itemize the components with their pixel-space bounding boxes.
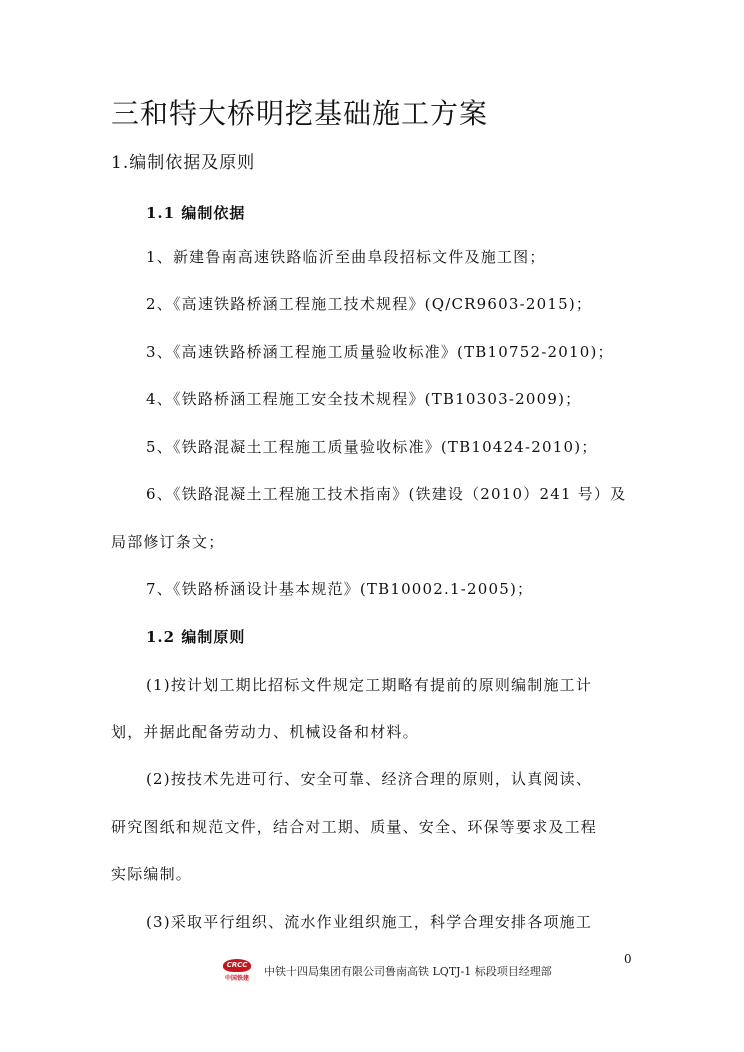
- principle-line: 研究图纸和规范文件，结合对工期、质量、安全、环保等要求及工程: [111, 818, 598, 836]
- basis-item: 7、《铁路桥涵设计基本规范》(TB10002.1-2005)；: [146, 580, 534, 598]
- footer-text: 中铁十四局集团有限公司鲁南高铁 LQTJ-1 标段项目经理部: [264, 965, 552, 978]
- principle-line: 实际编制。: [111, 865, 193, 883]
- basis-item: 3、《高速铁路桥涵工程施工质量验收标准》(TB10752-2010)；: [146, 343, 614, 361]
- principle-line: (3)采取平行组织、流水作业组织施工，科学合理安排各项施工: [146, 913, 593, 931]
- basis-item: 4、《铁路桥涵工程施工安全技术规程》(TB10303-2009)；: [146, 390, 582, 408]
- principle-line: (1)按计划工期比招标文件规定工期略有提前的原则编制施工计: [146, 676, 593, 694]
- basis-item: 6、《铁路混凝土工程施工技术指南》(铁建设（2010）241 号）及: [146, 485, 627, 503]
- subsection-heading: 1.1 编制依据: [146, 204, 246, 222]
- document-title: 三和特大桥明挖基础施工方案: [111, 97, 489, 130]
- principle-line: 划，并据此配备劳动力、机械设备和材料。: [111, 723, 419, 741]
- logo-caption: 中国铁建: [224, 975, 249, 982]
- subsection-heading: 1.2 编制原则: [146, 628, 246, 646]
- principle-line: (2)按技术先进可行、安全可靠、经济合理的原则，认真阅读、: [146, 770, 593, 788]
- page-number: 0: [624, 952, 632, 966]
- basis-item-continued: 局部修订条文；: [111, 533, 225, 551]
- company-logo: [220, 958, 254, 984]
- basis-item: 2、《高速铁路桥涵工程施工技术规程》(Q/CR9603-2015)；: [146, 295, 593, 313]
- page-footer: [220, 956, 552, 986]
- basis-item: 1、新建鲁南高速铁路临沂至曲阜段招标文件及施工图；: [146, 248, 546, 266]
- logo-mark: CRCC: [223, 959, 251, 972]
- section-heading: 1.编制依据及原则: [111, 153, 256, 173]
- basis-item: 5、《铁路混凝土工程施工质量验收标准》(TB10424-2010)；: [146, 438, 598, 456]
